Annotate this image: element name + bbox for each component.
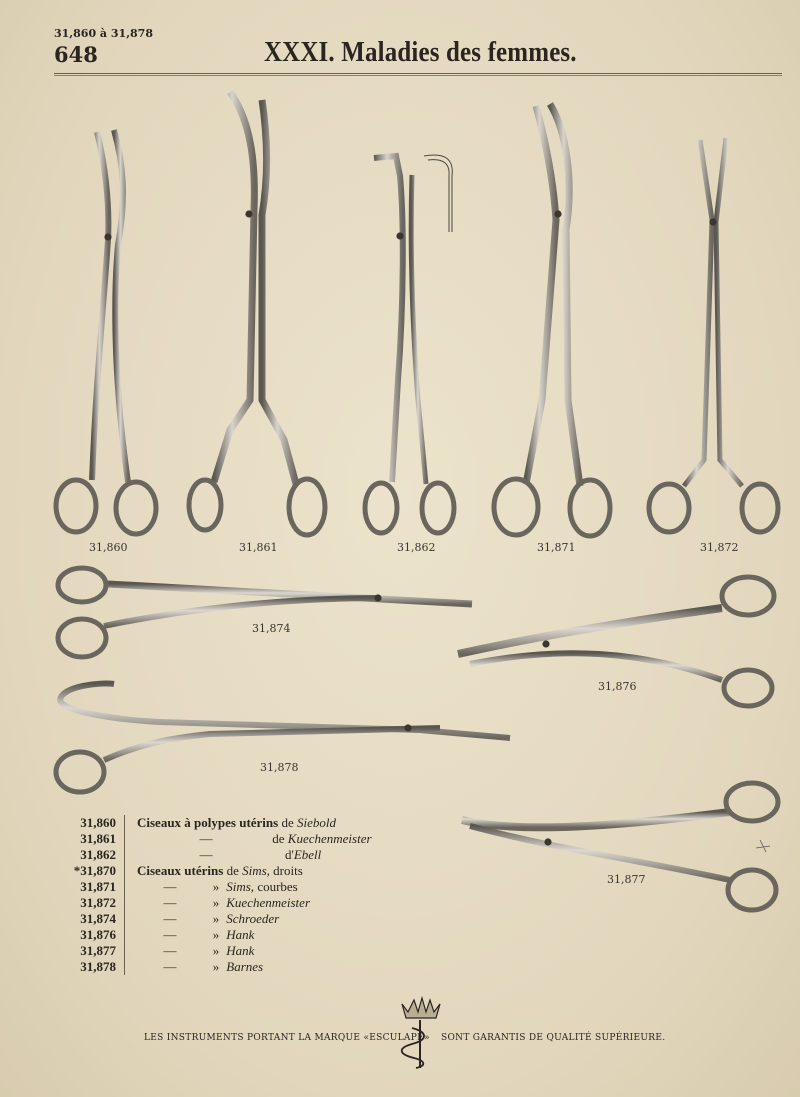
item-number: 31,861 <box>54 831 125 847</box>
list-item <box>54 943 372 959</box>
footer-right-text: SONT GARANTIS DE QUALITÉ SUPÉRIEURE. <box>441 1033 666 1043</box>
item-number: 31,872 <box>54 895 125 911</box>
footer-left-text: LES INSTRUMENTS PORTANT LA MARQUE «ESCULAPE» <box>144 1033 430 1043</box>
scissors-31860-icon <box>56 130 156 534</box>
list-item <box>54 815 372 831</box>
item-name: Ciseaux utérins <box>137 863 224 878</box>
item-prep: » <box>212 879 220 894</box>
item-author: Barnes <box>226 959 264 974</box>
scissors-31874-icon <box>58 568 472 657</box>
item-number: 31,877 <box>54 943 125 959</box>
item-number: 31,874 <box>54 911 125 927</box>
list-item <box>54 847 372 863</box>
item-number: 31,878 <box>54 959 125 975</box>
item-number: 31,860 <box>54 815 125 831</box>
list-item <box>54 911 372 927</box>
list-item <box>54 863 372 879</box>
catalog-list <box>54 815 372 975</box>
item-author: Kuechenmeister <box>226 895 311 910</box>
item-name: — <box>163 911 177 926</box>
item-prep: de <box>281 815 294 830</box>
item-prep: » <box>212 959 220 974</box>
scissors-31861-icon <box>189 92 325 535</box>
page-title: XXXI. Maladies des femmes. <box>264 36 577 68</box>
list-item <box>54 927 372 943</box>
item-prep: d' <box>285 847 294 862</box>
figure-label: 31,860 <box>89 541 128 554</box>
item-number: 31,876 <box>54 927 125 943</box>
item-author: Siebold <box>297 815 336 830</box>
scissors-31877-icon <box>462 783 778 910</box>
item-prep: de <box>272 831 285 846</box>
figure-label: 31,872 <box>700 541 739 554</box>
item-prep: » <box>212 895 220 910</box>
item-author: Sims, <box>226 879 255 894</box>
item-author: Kuechenmeister <box>287 831 372 846</box>
item-name: — <box>163 927 177 942</box>
item-number: 31,871 <box>54 879 125 895</box>
item-extra: droits <box>273 863 303 878</box>
figure-label: 31,874 <box>252 622 291 635</box>
item-number: 31,862 <box>54 847 125 863</box>
item-prep: » <box>212 927 220 942</box>
item-prep: » <box>212 911 220 926</box>
page-number: 648 <box>54 42 98 67</box>
scissors-31878-icon <box>56 684 510 792</box>
item-range: 31,860 à 31,878 <box>54 27 153 40</box>
item-author: Hank <box>226 927 255 942</box>
item-extra: courbes <box>257 879 298 894</box>
item-prep: » <box>212 943 220 958</box>
scissors-31871-icon <box>494 104 610 536</box>
item-name: — <box>199 847 213 862</box>
item-author: Schroeder <box>226 911 280 926</box>
item-name: — <box>199 831 213 846</box>
scissors-31872-icon <box>649 138 778 532</box>
item-name: — <box>163 959 177 974</box>
item-name: — <box>163 895 177 910</box>
item-author: Hank <box>226 943 255 958</box>
figure-label: 31,861 <box>239 541 278 554</box>
figure-label: 31,876 <box>598 680 637 693</box>
item-author: Ebell <box>293 847 322 862</box>
list-item <box>54 895 372 911</box>
list-item <box>54 831 372 847</box>
figure-label: 31,877 <box>607 873 646 886</box>
list-item <box>54 879 372 895</box>
item-name: Ciseaux à polypes utérins <box>137 815 279 830</box>
item-prep: de <box>226 863 239 878</box>
item-name: — <box>163 879 177 894</box>
scissors-31862-icon <box>365 155 454 533</box>
list-item <box>54 959 372 975</box>
item-author: Sims, <box>242 863 270 878</box>
figure-label: 31,878 <box>260 761 299 774</box>
item-name: — <box>163 943 177 958</box>
item-number: *31,870 <box>54 863 125 879</box>
figure-label: 31,871 <box>537 541 576 554</box>
figure-label: 31,862 <box>397 541 436 554</box>
